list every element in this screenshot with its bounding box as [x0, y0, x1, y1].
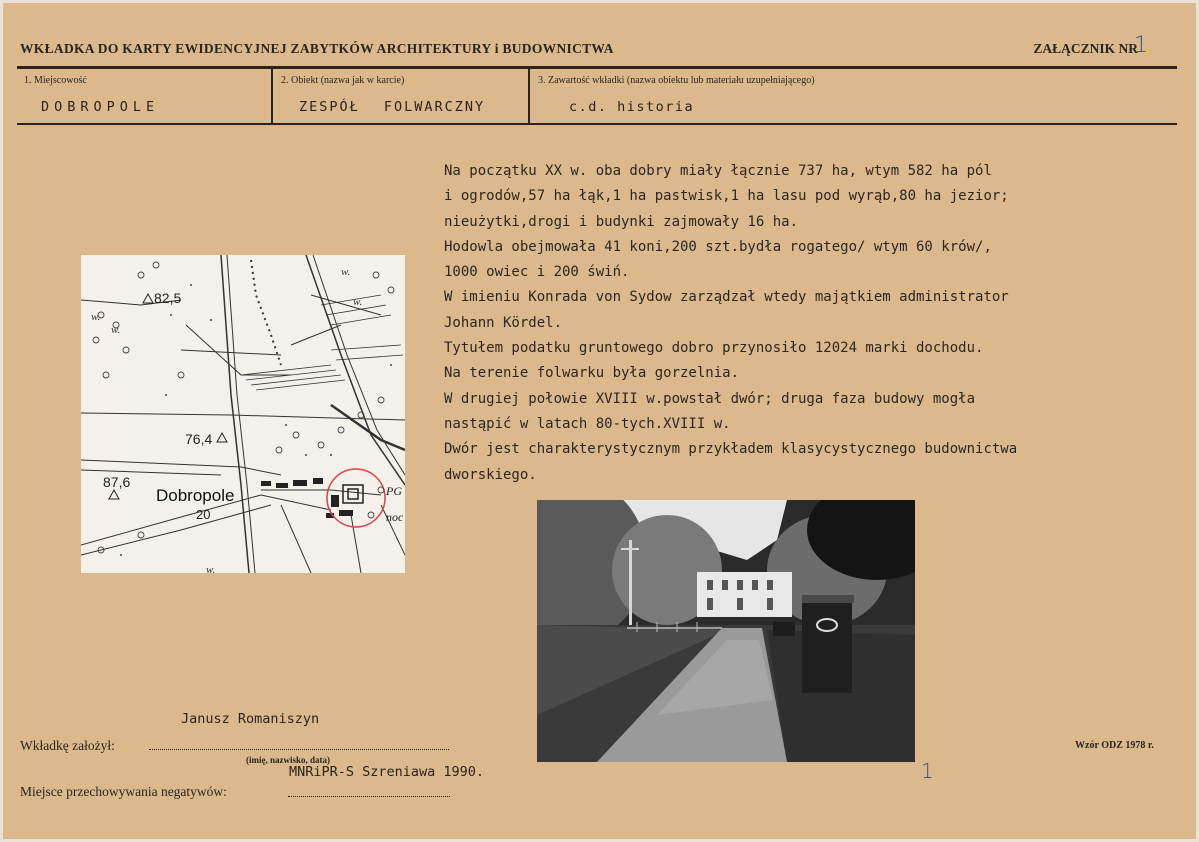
header-rule-top	[17, 66, 1177, 69]
elevation-label: 76,4	[185, 431, 213, 447]
form-code: Wzór ODZ 1978 r.	[1075, 740, 1154, 751]
inventory-card-insert	[3, 3, 1196, 839]
contents-label: 3. Zawartość wkładki (nazwa obiektu lub materiału uzupełniającego)	[538, 75, 815, 86]
topographic-map-fragment	[81, 255, 405, 573]
history-line: Johann Kördel.	[444, 314, 563, 331]
marsh-symbol: w.	[91, 311, 101, 323]
map-edge-label: PG	[386, 484, 402, 498]
map-edge-label: noc	[386, 510, 404, 524]
storage-label: Miejsce przechowywania negatywów:	[20, 784, 227, 799]
history-line: Tytułem podatku gruntowego dobro przynosiło 12024 marki dochodu.	[444, 340, 984, 357]
locality-value: DOBROPOLE	[41, 99, 160, 115]
annex-number: 1	[1134, 33, 1148, 58]
author-label: Wkładkę założył:	[20, 738, 115, 753]
marsh-symbol: w.	[111, 324, 121, 336]
history-line: Dwór jest charakterystycznym przykładem klasycystycznego budownictwa	[444, 441, 1018, 458]
history-line: nastąpić w latach 80-tych.XVIII w.	[444, 415, 731, 432]
author-hint: (imię, nazwisko, data)	[246, 755, 330, 765]
photo-image	[537, 500, 915, 762]
object-value: ZESPÓŁ FOLWARCZNY	[299, 99, 486, 115]
village-label: Dobropole	[156, 486, 235, 505]
village-number: 20	[196, 507, 211, 522]
history-line: dworskiego.	[444, 466, 537, 483]
author-line	[149, 749, 449, 750]
annex-label: ZAŁĄCZNIK NR	[1033, 41, 1138, 56]
field-divider-1	[271, 69, 273, 123]
header-rule-bottom	[17, 123, 1177, 125]
manor-photograph	[537, 500, 915, 762]
history-line: 1000 owiec i 200 świń.	[444, 264, 630, 281]
author-name: Janusz Romaniszyn	[181, 711, 320, 727]
history-text	[444, 159, 1174, 488]
card-title: WKŁADKA DO KARTY EWIDENCYJNEJ ZABYTKÓW ARCHITEKTURY i BUDOWNICTWA	[20, 41, 614, 56]
contents-value: c.d. historia	[569, 99, 695, 115]
history-line: nieużytki,drogi i budynki zajmowały 16 ha.	[444, 213, 799, 230]
elevation-label: 82,5	[154, 290, 182, 306]
history-line: W drugiej połowie XVIII w.powstał dwór; druga faza budowy mogła	[444, 390, 976, 407]
storage-line	[288, 796, 450, 797]
marsh-symbol: w.	[341, 266, 351, 278]
elevation-label: 87,6	[103, 474, 131, 490]
map-drawing	[81, 255, 405, 573]
history-line: Na terenie folwarku była gorzelnia.	[444, 365, 740, 382]
marsh-symbol: w.	[206, 564, 216, 573]
history-line: W imieniu Konrada von Sydow zarządzał wtedy majątkiem administrator	[444, 289, 1009, 306]
photo-number: 1	[921, 759, 934, 783]
locality-label: 1. Miejscowość	[24, 75, 87, 86]
history-line: i ogrodów,57 ha łąk,1 ha pastwisk,1 ha lasu pod wyrąb,80 ha jezior;	[444, 188, 1009, 205]
field-divider-2	[528, 69, 530, 123]
object-label: 2. Obiekt (nazwa jak w karcie)	[281, 75, 405, 86]
marsh-symbol: w.	[353, 296, 363, 308]
history-line: Na początku XX w. oba dobry miały łącznie 737 ha, wtym 582 ha pól	[444, 163, 992, 179]
storage-value: MNRiPR-S Szreniawa 1990.	[289, 764, 485, 780]
history-line: Hodowla obejmowała 41 koni,200 szt.bydła rogatego/ wtym 60 krów/,	[444, 238, 992, 255]
